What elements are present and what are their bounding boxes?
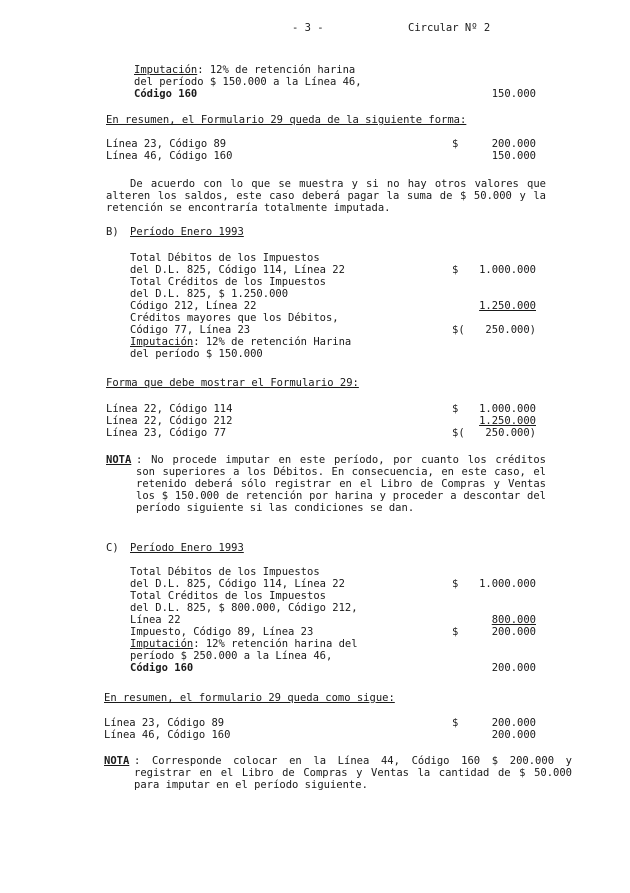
section-heading: En resumen, el formulario 29 queda como sigue: <box>104 692 395 704</box>
line-item: Créditos mayores que los Débitos, <box>130 312 339 324</box>
section-heading: Período Enero 1993 <box>130 226 244 238</box>
imputacion-label: Imputación <box>134 64 198 76</box>
imputacion-line: : 12% de retención harina <box>197 64 356 76</box>
section-a-imputacion <box>0 64 630 100</box>
nota-label: NOTA <box>106 454 132 466</box>
table-row: Línea 23, Código 77 $( 250.000) <box>106 427 536 439</box>
nota-label: NOTA <box>104 755 130 767</box>
imputacion-label: Imputación <box>130 336 194 348</box>
line-item: del D.L. 825, Código 114, Línea 22 $ 1.000.000 <box>130 578 536 590</box>
section-heading: Forma que debe mostrar el Formulario 29: <box>106 377 359 389</box>
imputacion-label: Imputación <box>130 638 194 650</box>
imputacion-line: Código 160 <box>134 88 198 100</box>
page-header <box>0 22 630 38</box>
table-row: Línea 46, Código 160 150.000 <box>106 150 536 162</box>
line-item: del D.L. 825, Código 114, Línea 22 $ 1.000.000 <box>130 264 536 276</box>
line-item: del D.L. 825, $ 800.000, Código 212, <box>130 602 358 614</box>
line-item: Total Créditos de los Impuestos <box>130 276 326 288</box>
section-b-lines: Total Débitos de los Impuestos del D.L. 825, Código 114, Línea 22 $ 1.000.000 Total Créditos de los Impuestos del D.L. 825, $ 1.250.000 Código 212, Línea 22 1.250.000 Créditos mayores que los Débitos, Código 77, Línea 23 $( 250.000) Imputación: 12% de retención Harina del período $ 150.000 <box>0 252 630 360</box>
circular-title: Circular Nº 2 <box>408 22 491 34</box>
line-item: Total Débitos de los Impuestos <box>130 252 320 264</box>
line-item: Total Créditos de los Impuestos <box>130 590 326 602</box>
line-item: del D.L. 825, $ 1.250.000 <box>130 288 289 300</box>
line-item: Código 77, Línea 23 $( 250.000) <box>130 324 536 336</box>
table-row: Línea 46, Código 160 200.000 <box>104 729 536 741</box>
table-row: Línea 23, Código 89 $ 200.000 <box>104 717 536 729</box>
section-c: C) Período Enero 1993 <box>106 542 244 554</box>
nota-text: : Corresponde colocar en la Línea 44, Código 160 $ 200.000 y registrar en el Libro de Compras y Ventas la cantidad de $ 50.000 para imputar en el período siguiente. <box>134 755 572 791</box>
line-item: Código 212, Línea 22 1.250.000 <box>130 300 536 312</box>
table-row: Línea 22, Código 114 $ 1.000.000 <box>106 403 536 415</box>
forma-table <box>0 403 630 439</box>
page-number: - 3 - <box>292 22 324 34</box>
section-heading: Período Enero 1993 <box>130 542 244 554</box>
resumen-2-table <box>0 717 630 741</box>
section-heading: En resumen, el Formulario 29 queda de la siguiente forma: <box>106 114 467 126</box>
resumen-1-table <box>0 138 630 162</box>
nota-text: : No procede imputar en este período, por cuanto los créditos son superiores a los Débitos. En consecuencia, en este caso, el retenido deberá sólo registrar en el Libro de Compras y Ventas los $ 150.000 de retención por harina y proceder a descontar del período siguiente si las condiciones se dan. <box>136 454 546 514</box>
paragraph: De acuerdo con lo que se muestra y si no hay otros valores que alteren los saldos, este caso deberá pagar la suma de $ 50.000 y la retención se encontraría totalmente imputada. <box>106 178 546 214</box>
section-c-lines: Total Débitos de los Impuestos del D.L. 825, Código 114, Línea 22 $ 1.000.000 Total Créditos de los Impuestos del D.L. 825, $ 800.000, Código 212, Línea 22 800.000 Impuesto, Código 89, Línea 23 $ 200.000 Imputación: 12% retención harina del período $ 250.000 a la Línea 46, Código 160 200.000 <box>0 566 630 674</box>
section-b: B) Período Enero 1993 <box>106 226 244 238</box>
table-row: Línea 22, Código 212 1.250.000 <box>106 415 536 427</box>
forma-section <box>0 377 630 389</box>
line-item: Impuesto, Código 89, Línea 23 $ 200.000 <box>130 626 536 638</box>
line-item: Total Débitos de los Impuestos <box>130 566 320 578</box>
imputacion-line: del período $ 150.000 a la Línea 46, <box>134 76 362 88</box>
line-item: Línea 22 800.000 <box>130 614 536 626</box>
table-row: Línea 23, Código 89 $ 200.000 <box>106 138 536 150</box>
resumen-2 <box>0 692 630 704</box>
amount: 150.000 <box>491 88 536 100</box>
amount: 200.000 <box>491 662 536 674</box>
resumen-1 <box>0 114 630 126</box>
